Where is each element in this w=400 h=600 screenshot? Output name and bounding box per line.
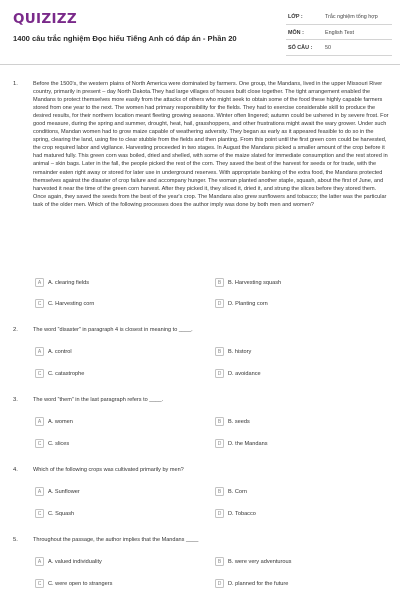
option-letter-box: A	[35, 487, 44, 496]
option-letter-box: B	[215, 417, 224, 426]
option-label: C. catastrophe	[48, 370, 85, 377]
option-label: C. Squash	[48, 510, 75, 517]
meta-key: SỐ CÂU :	[288, 45, 313, 51]
option-letter-box: B	[215, 347, 224, 356]
meta-value: 50	[325, 45, 331, 51]
meta-row-count	[286, 40, 392, 56]
option-letter-box: A	[35, 347, 44, 356]
question-number: 2.	[13, 327, 18, 333]
option-label: B. seeds	[228, 418, 250, 425]
meta-value: Trắc nghiệm tổng hợp	[325, 14, 378, 20]
option-letter-box: C	[35, 369, 44, 378]
meta-row-class	[286, 9, 392, 25]
question-text: The word “disaster” in paragraph 4 is closest in meaning to ____.	[33, 327, 193, 333]
option-label: B. were very adventurous	[228, 558, 292, 565]
option-label: D. the Mandans	[228, 440, 268, 447]
option-letter-box: A	[35, 417, 44, 426]
option-letter-box: B	[215, 487, 224, 496]
option-label: C. were open to strangers	[48, 580, 113, 587]
option-label: B. history	[228, 348, 252, 355]
option-label: B. Harvesting squash	[228, 279, 282, 286]
option-letter-box: B	[215, 557, 224, 566]
meta-key: LỚP :	[288, 14, 303, 20]
option-letter-box: B	[215, 278, 224, 287]
option-label: D. Tobacco	[228, 510, 256, 517]
option-letter-box: A	[35, 278, 44, 287]
question-number: 3.	[13, 397, 18, 403]
option-letter-box: D	[215, 299, 224, 308]
option-label: A. clearing fields	[48, 279, 90, 286]
option-label: C. Harvesting corn	[48, 300, 95, 307]
option-letter-box: C	[35, 509, 44, 518]
meta-value: English Test	[325, 29, 354, 36]
worksheet-header	[0, 0, 400, 62]
option-label: A. Sunflower	[48, 488, 80, 495]
question-text: Throughout the passage, the author implies that the Mandans ____	[33, 537, 199, 543]
question-text: The word “them” in the last paragraph refers to ____.	[33, 397, 164, 403]
worksheet-title: 1400 câu trắc nghiệm Đọc hiểu Tiếng Anh có đáp án - Phần 20	[13, 34, 237, 43]
question-number: 5.	[13, 537, 18, 543]
option-letter-box: A	[35, 557, 44, 566]
option-letter-box: D	[215, 509, 224, 518]
option-letter-box: D	[215, 369, 224, 378]
option-label: A. valued individuality	[48, 558, 102, 565]
question-text: Which of the following crops was cultivated primarily by men?	[33, 467, 184, 473]
worksheet-meta-table	[286, 9, 392, 56]
meta-row-subject	[286, 25, 392, 41]
option-letter-box: D	[215, 439, 224, 448]
question-text: Before the 1500's, the western plains of North America were dominated by farmers. One group, the Mandans, lived in the upper Missouri River country, primarily in present – day North Dakota.They had large villages of houses built close together. The tight arrangement enabled the Mandans to protect themselves more easily from the attacks of others who might seek to obtain some of the food these highly capable farmers stored from one year to the next. The women had primary responsibility for the fields. They had to exercise considerable skill to produce the desired results, for their northern location meant fleeting growing seasons. Winter often lingered; autumn could be ushered in by severe frost. For good measure, during the spring and summer, drought, heat, hail, grasshoppers, and other frustrations might await the wary grower. Under such conditions, Mandan women had to grow maize capable of weathering adversity. They began as early as it appeared feasible to do so in the spring, clearing the land, using fire to clear stubble from the fields and then planting. From this point until the first green corn could be harvested, the crop required labor and vigilance. Harvesting proceeded in two stages. In August the Mandans picked a smaller amount of the crop before it had matured fully. This green corn was boiled, dried and shelled, with some of the maize slated for immediate consumption and the rest stored in animal – skin bags. Later in the fall, the people picked the rest of the corn. They saved the best of the harvest for seeds or for trade, with the remainder eaten right away or stored for later use in underground reserves. With appropriate banking of the extra food, the Mandans protected themselves against the disaster of crop failure and accompany hunger. The woman planted another staple, squash, about the first of June, and harvested it near the time of the green corn harvest. After they picked it, they sliced it, dried it, and strung the slices before they stored them. Once again, they saved the seeds from the best of the year's crop. The Mandans also grew sunflowers and tobacco; the latter was the particular task of the older men. Which of the following processes does the author imply was done by both men and women?	[33, 81, 389, 208]
quizizz-logo	[13, 11, 77, 27]
header-divider	[0, 64, 400, 65]
meta-key: MÔN :	[288, 29, 304, 36]
option-letter-box: C	[35, 439, 44, 448]
option-label: D. Planting corn	[228, 300, 268, 307]
option-label: A. control	[48, 348, 72, 355]
option-label: B. Corn	[228, 488, 247, 495]
option-label: A. women	[48, 418, 73, 425]
option-label: D. avoidance	[228, 370, 261, 377]
option-label: C. slices	[48, 440, 70, 447]
logo-text: QUIZIZZ	[13, 11, 77, 27]
option-letter-box: C	[35, 579, 44, 588]
option-letter-box: C	[35, 299, 44, 308]
option-letter-box: D	[215, 579, 224, 588]
question-number: 1.	[13, 81, 18, 87]
option-label: D. planned for the future	[228, 580, 289, 587]
question-number: 4.	[13, 467, 18, 473]
